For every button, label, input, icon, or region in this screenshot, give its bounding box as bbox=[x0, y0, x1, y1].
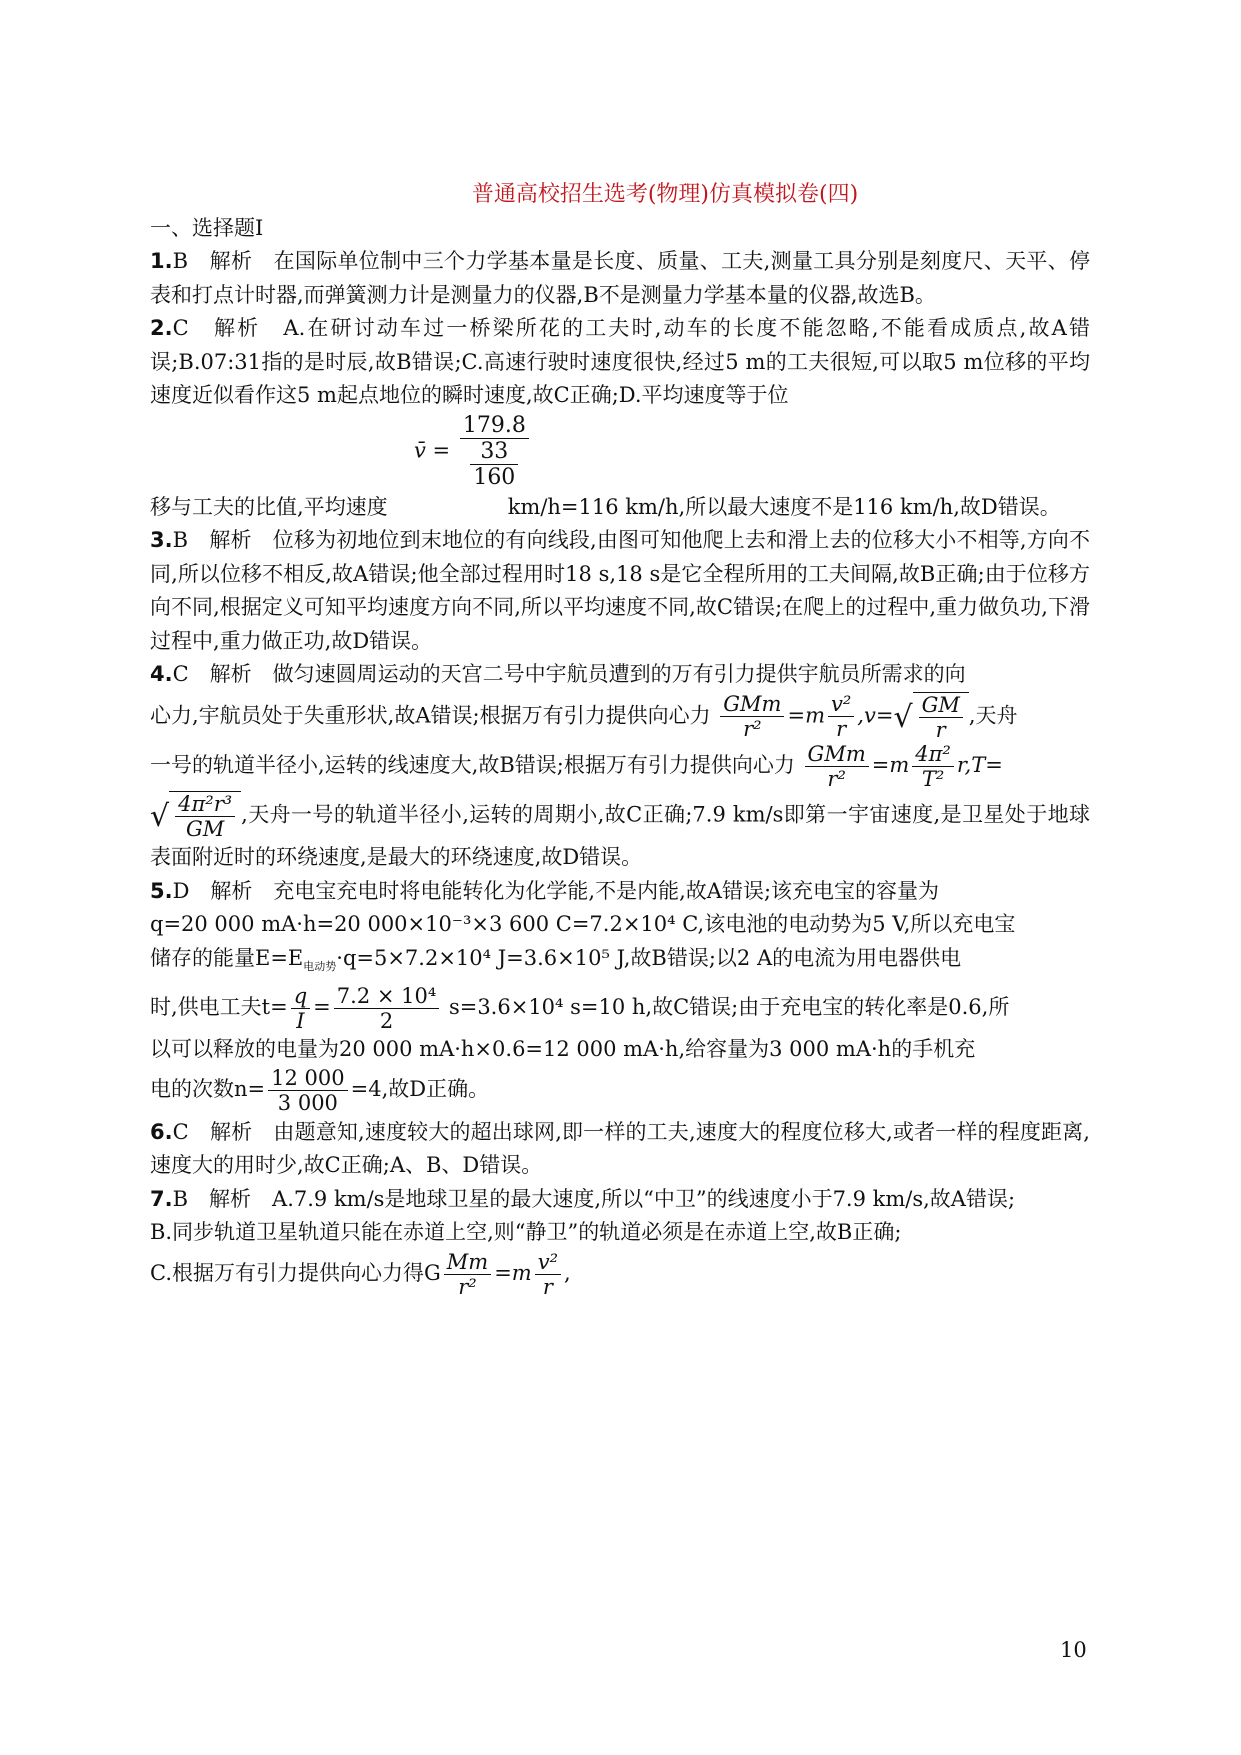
fraction bbox=[175, 792, 235, 841]
sqrt-period-formula bbox=[150, 791, 241, 841]
denominator bbox=[470, 465, 518, 490]
question-4 bbox=[150, 658, 1090, 875]
question-text: C 解析 由题意知,速度较大的超出球网,即一样的工夫,速度大的程度位移大,或者一样的程度距离,速度大的用时少,故C正确;A、B、D错误。 bbox=[150, 1119, 1090, 1178]
numerator: v² bbox=[828, 692, 854, 717]
fraction-4pi2-t2 bbox=[912, 742, 954, 791]
sqrt-sign: √ bbox=[150, 798, 170, 834]
denominator-value: 60 bbox=[487, 465, 516, 491]
average-speed-formula bbox=[414, 413, 1090, 491]
text: km/h=116 km/h,所以最大速度不是116 km/h,故D错误。 bbox=[507, 494, 1061, 519]
numerator: 7.2 × 10⁴ bbox=[334, 984, 439, 1009]
question-7 bbox=[150, 1183, 1090, 1299]
text: =m bbox=[871, 752, 910, 777]
document-page bbox=[150, 178, 1090, 1299]
fraction-12000-over-3000 bbox=[268, 1066, 347, 1115]
denominator: GM bbox=[186, 817, 225, 842]
question-number: 3. bbox=[150, 528, 173, 552]
text: ·q=5×7.2×10⁴ J=3.6×10⁵ J,故B错误;以2 A的电流为用电器供电 bbox=[336, 945, 962, 970]
text: 时,供电工夫t= bbox=[150, 994, 288, 1019]
fraction-v2-r bbox=[828, 692, 854, 741]
text: C.根据万有引力提供向心力得G bbox=[150, 1260, 441, 1285]
text: =m bbox=[494, 1260, 532, 1285]
text: r,T= bbox=[956, 752, 1003, 777]
fraction-v2-r bbox=[535, 1250, 561, 1299]
denominator bbox=[460, 439, 529, 491]
text: 一号的轨道半径小,运转的线速度大,故B错误;根据万有引力提供向心力 bbox=[150, 752, 795, 777]
question-text: C 解析 做匀速圆周运动的天宫二号中宇航员遭到的万有引力提供宇航员所需求的向 bbox=[172, 662, 966, 686]
numerator: q bbox=[291, 984, 310, 1009]
fraction-mm-r2 bbox=[444, 1250, 491, 1299]
fraction bbox=[460, 413, 529, 491]
numerator: 4π² bbox=[912, 742, 954, 767]
text: ,v= bbox=[857, 703, 894, 728]
section-heading: 一、选择题Ⅰ bbox=[150, 215, 264, 240]
fraction-7-2e4-over-2 bbox=[334, 984, 439, 1033]
question-text: B 解析 位移为初地位到末地位的有向线段,由图可知他爬上去和滑上去的位移大小不相等,方向不同,所以位移不相反,故A错误;他全部过程用时18 s,18 s是它全程所用的工夫间隔,故B正确;由于位移方向不同,根据定义可知平均速度方向不同,所以平均速度不同,故C错误;在爬上的过程中,重力做负功,下滑过程中,重力做正功,故D错误。 bbox=[150, 528, 1091, 653]
question-number: 1. bbox=[150, 249, 173, 273]
numerator: GMm bbox=[720, 692, 784, 717]
text: =m bbox=[787, 703, 825, 728]
text: s=3.6×10⁴ s=10 h,故C错误;由于充电宝的转化率是0.6,所 bbox=[448, 994, 1010, 1019]
denominator: 3 000 bbox=[277, 1091, 338, 1116]
denominator: r bbox=[836, 717, 847, 742]
fraction-q-over-i bbox=[291, 984, 310, 1033]
question-number: 5. bbox=[150, 878, 173, 903]
text: ,天舟一号的轨道半径小,运转的周期小,故C正确;7.9 km/s即第一宇宙速度,是卫星处于地球表面附近时的环绕速度,是最大的环绕速度,故D错误。 bbox=[150, 802, 1090, 870]
denominator: r² bbox=[827, 766, 846, 791]
numerator: v² bbox=[535, 1250, 561, 1275]
text: , bbox=[564, 1260, 571, 1285]
text: B.同步轨道卫星轨道只能在赤道上空,则“静卫”的轨道必须是在赤道上空,故B正确; bbox=[150, 1220, 902, 1245]
denominator: r² bbox=[458, 1274, 477, 1299]
integer-part: 1 bbox=[473, 465, 488, 491]
denominator: r bbox=[542, 1274, 553, 1299]
numerator: Mm bbox=[444, 1250, 491, 1275]
subscript: 电动势 bbox=[303, 960, 337, 974]
text: 心力,宇航员处于失重形状,故A错误;根据万有引力提供向心力 bbox=[150, 703, 711, 728]
denominator: r bbox=[935, 717, 946, 742]
denominator: T² bbox=[921, 766, 945, 791]
question-text: C 解析 A.在研讨动车过一桥梁所花的工夫时,动车的长度不能忽略,不能看成质点,故A错误;B.07:31指的是时辰,故B错误;C.高速行驶时速度很快,经过5 m的工夫很短,可以取5 m位移的平均速度近似看作这5 m起点地位的瞬时速度,故C正确;D.平均速度等于位 bbox=[150, 316, 1090, 407]
numerator: GMm bbox=[805, 742, 869, 767]
text: 电的次数n= bbox=[150, 1077, 266, 1102]
numerator: 33 bbox=[470, 439, 518, 465]
denominator: I bbox=[296, 1008, 305, 1033]
nested-fraction bbox=[470, 439, 518, 491]
question-6 bbox=[150, 1116, 1090, 1183]
numerator: 12 000 bbox=[268, 1066, 347, 1091]
numerator: 179.8 bbox=[460, 413, 529, 439]
text: q=20 000 mA·h=20 000×10⁻³×3 600 C=7.2×10⁴ C,该电池的电动势为5 V,所以充电宝 bbox=[150, 912, 1016, 937]
question-text: D 解析 充电宝充电时将电能转化为化学能,不是内能,故A错误;该充电宝的容量为 bbox=[172, 878, 940, 903]
numerator: 4π²r³ bbox=[175, 792, 235, 817]
question-2 bbox=[150, 312, 1090, 413]
question-2-continued bbox=[150, 491, 1090, 525]
question-1 bbox=[150, 245, 1090, 312]
question-number: 4. bbox=[150, 662, 173, 686]
denominator: r² bbox=[743, 717, 762, 742]
question-number: 2. bbox=[150, 316, 173, 340]
text: =4,故D正确。 bbox=[350, 1077, 490, 1102]
text: 储存的能量E=E bbox=[150, 945, 304, 970]
radicand bbox=[169, 791, 241, 841]
question-text: B 解析 A.7.9 km/s是地球卫星的最大速度,所以“中卫”的线速度小于7.9 km/s,故A错误; bbox=[172, 1186, 1016, 1211]
radicand bbox=[913, 692, 969, 742]
question-5 bbox=[150, 875, 1090, 1116]
question-number: 7. bbox=[150, 1186, 173, 1211]
question-text: B 解析 在国际单位制中三个力学基本量是长度、质量、工夫,测量工具分别是刻度尺、天平、停表和打点计时器,而弹簧测力计是测量力的仪器,B不是测量力学基本量的仪器,故选B。 bbox=[150, 249, 1090, 307]
question-3 bbox=[150, 524, 1090, 658]
fraction-gmm-r2 bbox=[720, 692, 784, 741]
fraction-gmm-r2 bbox=[805, 742, 869, 791]
text: ,天舟 bbox=[968, 703, 1018, 728]
question-number: 6. bbox=[150, 1119, 173, 1144]
page-number: 10 bbox=[1060, 1638, 1087, 1662]
sqrt-sign: √ bbox=[893, 699, 913, 735]
denominator: 2 bbox=[379, 1008, 394, 1033]
page-title: 普通高校招生选考(物理)仿真模拟卷(四) bbox=[471, 182, 859, 207]
sqrt-gm-r bbox=[893, 692, 968, 742]
numerator: GM bbox=[919, 693, 963, 718]
text: 移与工夫的比值,平均速度 bbox=[150, 494, 388, 519]
text: = bbox=[313, 994, 331, 1019]
fraction bbox=[919, 693, 963, 742]
v-bar-symbol: v̄ = bbox=[414, 437, 451, 462]
text: 以可以释放的电量为20 000 mA·h×0.6=12 000 mA·h,给容量为3 000 mA·h的手机充 bbox=[150, 1036, 976, 1061]
